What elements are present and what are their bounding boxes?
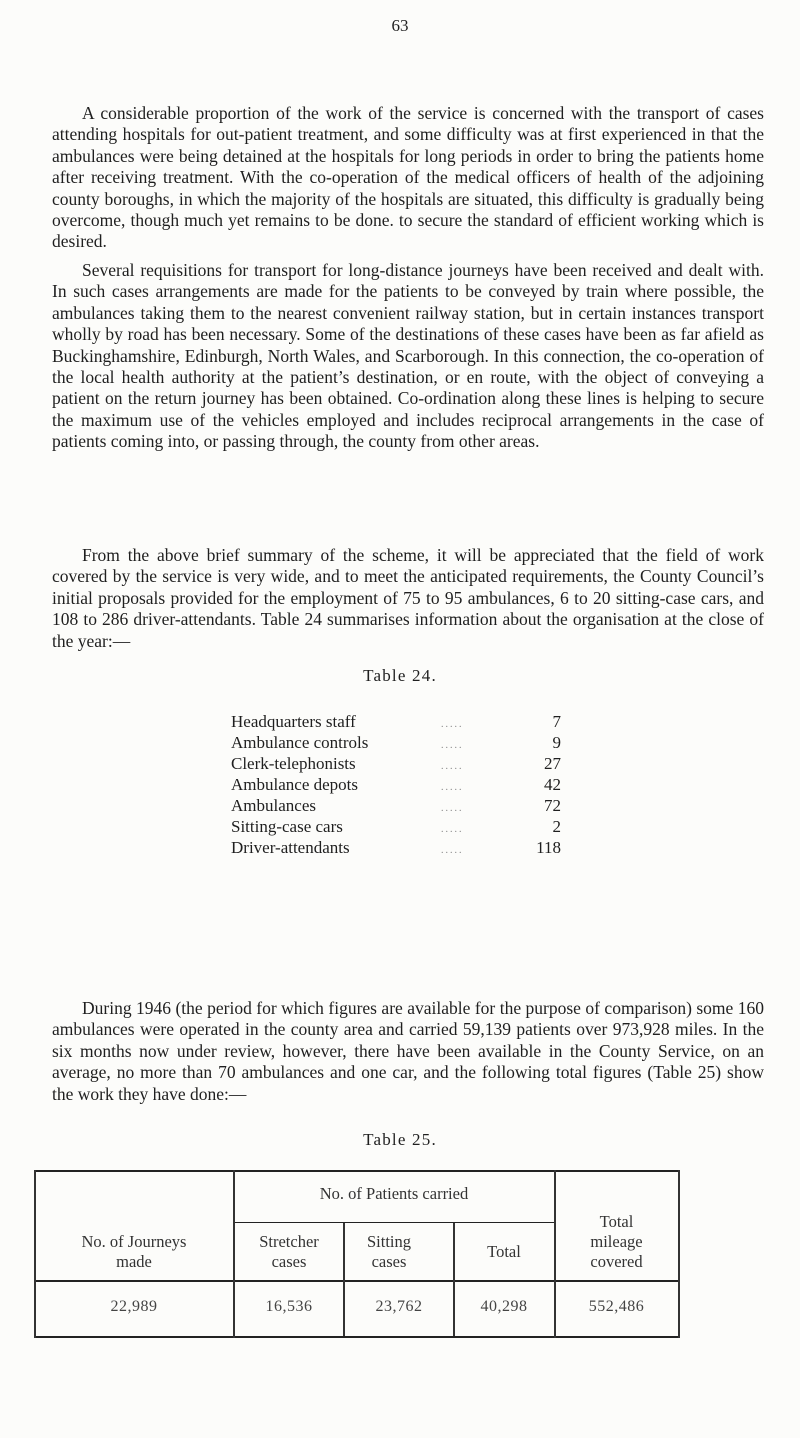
leader-dots: ..... — [441, 740, 464, 751]
column-rule — [343, 1223, 345, 1336]
table-25 — [34, 1170, 680, 1330]
table-row — [231, 796, 561, 817]
header-total: Total — [487, 1242, 521, 1261]
row-label: Ambulances — [231, 796, 316, 815]
table-row — [231, 733, 561, 754]
leader-dots: ..... — [441, 824, 464, 835]
header-mileage: Total mileage covered — [590, 1212, 643, 1271]
leader-dots: ..... — [441, 761, 464, 772]
paragraph-1946-comparison: During 1946 (the period for which figures are available for the purpose of comparison) some 160 ambulances were operated in the county area and carried 59,139 patients over 973,928 miles. In the six months now under review, however, there have been available in the County Service, on an average, no more than 70 ambulances and one car, and the following total figures (Table 25) show the work they have done:— — [52, 998, 764, 1104]
page-number: 63 — [391, 16, 409, 35]
row-value: 27 — [544, 754, 561, 773]
row-value: 7 — [552, 712, 561, 731]
leader-dots: ..... — [441, 803, 464, 814]
value-stretcher: 16,536 — [265, 1298, 313, 1315]
value-journeys: 22,989 — [110, 1298, 158, 1315]
table-24 — [231, 712, 561, 859]
value-sitting: 23,762 — [375, 1298, 423, 1315]
leader-dots: ..... — [441, 782, 464, 793]
table-row — [231, 775, 561, 796]
column-rule — [453, 1223, 455, 1336]
value-mileage: 552,486 — [588, 1298, 645, 1315]
leader-dots: ..... — [441, 845, 464, 856]
header-rule — [34, 1280, 680, 1282]
table-row — [231, 838, 561, 859]
row-label: Sitting-case cars — [231, 817, 343, 836]
row-value: 72 — [544, 796, 561, 815]
header-stretcher: Stretcher cases — [259, 1232, 319, 1271]
table-25-title: Table 25. — [363, 1130, 437, 1149]
paragraph-out-patient-transport: A considerable proportion of the work of the service is concerned with the transport of cases attending hospitals for out-patient treatment, and some difficulty was at first experienced in that the ambulances were being detained at the hospitals for long periods in order to bring the patients home after receiving treatment. With the co-operation of the medical officers of health of the adjoining county boroughs, in which the majority of the hospitals are situated, this difficulty is gradually being overcome, though much yet remains to be done. to secure the standard of efficient working which is desired. — [52, 103, 764, 252]
row-label: Ambulance controls — [231, 733, 369, 752]
row-label: Headquarters staff — [231, 712, 356, 731]
table-24-title: Table 24. — [363, 666, 437, 685]
row-value: 2 — [552, 817, 561, 836]
header-patients-carried: No. of Patients carried — [319, 1184, 469, 1203]
row-value: 9 — [552, 733, 561, 752]
paragraph-long-distance-journeys: Several requisitions for transport for long-distance journeys have been received and dealt with. In such cases arrangements are made for the patients to be conveyed by train where possible, the ambulances taking them to the nearest convenient railway station, but in certain instances transport wholly by road has been necessary. Some of the destinations of these cases have been as far afield as Buckinghamshire, Edinburgh, North Wales, and Scarborough. In this connection, the co-operation of the local health authority at the patient’s destination, or en route, with the object of conveying a patient on the return journey has been obtained. Co-ordination along these lines is helping to secure the maximum use of the vehicles employed and includes reciprocal arrangements in the case of patients coming into, or passing through, the county from other areas. — [52, 260, 764, 452]
value-total: 40,298 — [480, 1298, 528, 1315]
leader-dots: ..... — [441, 719, 464, 730]
row-value: 42 — [544, 775, 561, 794]
table-row — [231, 712, 561, 733]
row-value: 118 — [536, 838, 561, 857]
top-rule — [34, 1170, 680, 1172]
paragraph-scheme-summary: From the above brief summary of the scheme, it will be appreciated that the field of work covered by the service is very wide, and to meet the anticipated requirements, the County Council’s initial proposals provided for the employment of 75 to 95 ambulances, 6 to 20 sitting-case cars, and 108 to 286 driver-attendants. Table 24 summarises information about the organisation at the close of the year:— — [52, 545, 764, 651]
row-label: Ambulance depots — [231, 775, 358, 794]
header-sitting: Sitting cases — [366, 1232, 411, 1271]
row-label: Driver-attendants — [231, 838, 350, 857]
group-rule — [234, 1222, 554, 1223]
table-row — [231, 817, 561, 838]
table-row — [231, 754, 561, 775]
header-journeys: No. of Journeys made — [81, 1232, 187, 1271]
bottom-rule — [34, 1336, 680, 1338]
row-label: Clerk-telephonists — [231, 754, 356, 773]
